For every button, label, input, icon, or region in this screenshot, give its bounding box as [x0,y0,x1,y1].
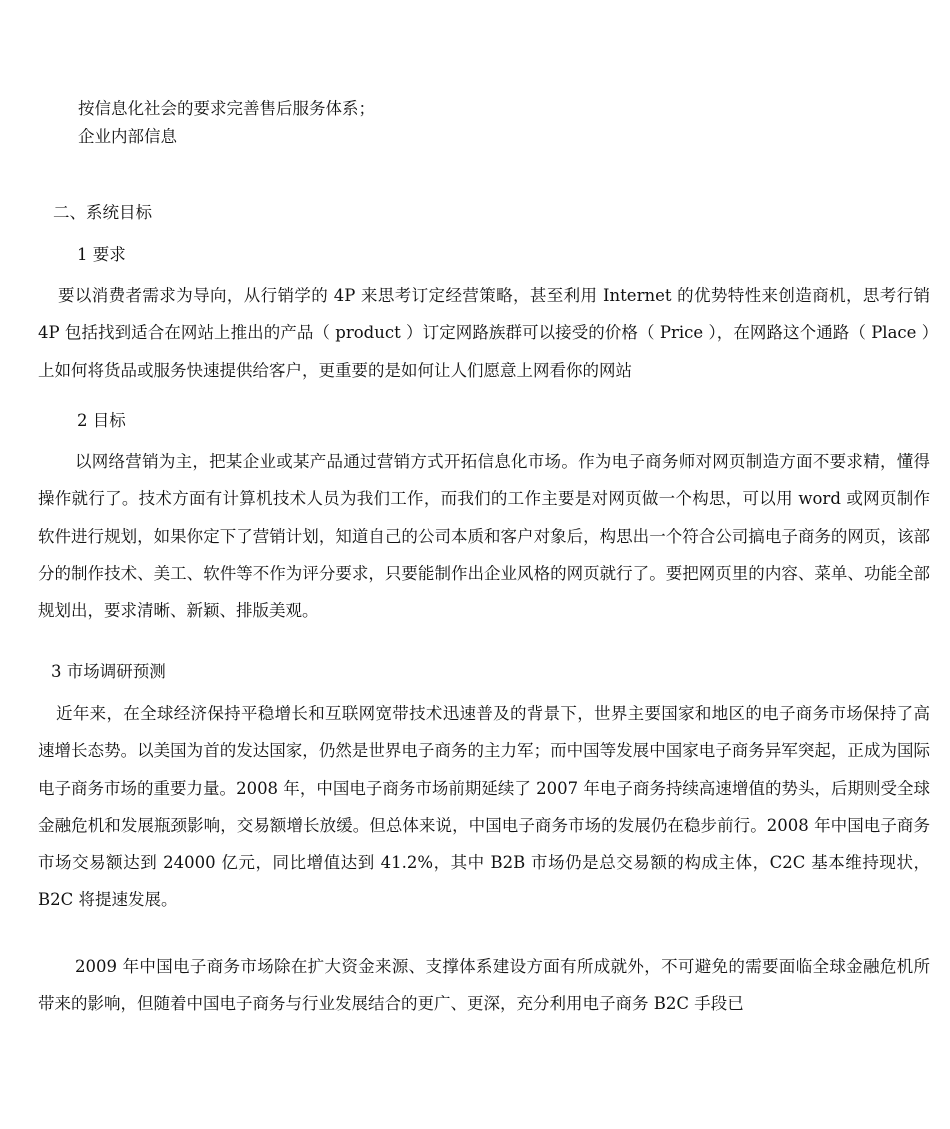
subheading-market-research: 3 市场调研预测 [51,662,166,681]
paragraph-2009-outlook: 2009 年中国电子商务市场除在扩大资金来源、支撑体系建设方面有所成就外，不可避免的需要面临全球金融危机所带来的影响，但随着中国电子商务与行业发展结合的更广、更深，充分利用电子商务 B2C 手段已 [38,957,930,1014]
paragraph-goals: 以网络营销为主，把某企业或某产品通过营销方式开拓信息化市场。作为电子商务师对网页制造方面不要求精，懂得操作就行了。技术方面有计算机技术人员为我们工作，而我们的工作主要是对网页做一个构思，可以用 word 或网页制作软件进行规划，如果你定下了营销计划，知道自己的公司本质和客户对象后，构思出一个符合公司搞电子商务的网页，该部分的制作技术、美工、软件等不作为评分要求，只要能制作出企业风格的网页就行了。要把网页里的内容、菜单、功能全部规划出，要求清晰、新颖、排版美观。 [38,452,930,621]
list-item-after-sales: 按信息化社会的要求完善售后服务体系； [78,99,375,118]
paragraph-requirements: 要以消费者需求为导向，从行销学的 4P 来思考订定经营策略，甚至利用 Internet 的优势特性来创造商机，思考行销 4P 包括找到适合在网站上推出的产品（ product ）订定网路族群可以接受的价格（ Price ），在网路这个通路（ Place ）上如何将货品或服务快速提供给客户，更重要的是如何让人们愿意上网看你的网站 [38,286,930,380]
list-item-internal-info: 企业内部信息 [78,127,177,146]
subheading-goals: 2 目标 [77,411,126,430]
paragraph-market-trend: 近年来，在全球经济保持平稳增长和互联网宽带技术迅速普及的背景下，世界主要国家和地区的电子商务市场保持了高速增长态势。以美国为首的发达国家，仍然是世界电子商务的主力军；而中国等发展中国家电子商务异军突起，正成为国际电子商务市场的重要力量。2008 年，中国电子商务市场前期延续了 2007 年电子商务持续高速增值的势头，后期则受全球金融危机和发展瓶颈影响，交易额增长放缓。但总体来说，中国电子商务市场的发展仍在稳步前行。2008 年中国电子商务市场交易额达到 24000 亿元，同比增值达到 41.2%，其中 B2B 市场仍是总交易额的构成主体，C2C 基本维持现状，B2C 将提速发展。 [38,704,930,910]
section-heading: 二、系统目标 [53,203,152,222]
subheading-requirements: 1 要求 [77,245,126,264]
